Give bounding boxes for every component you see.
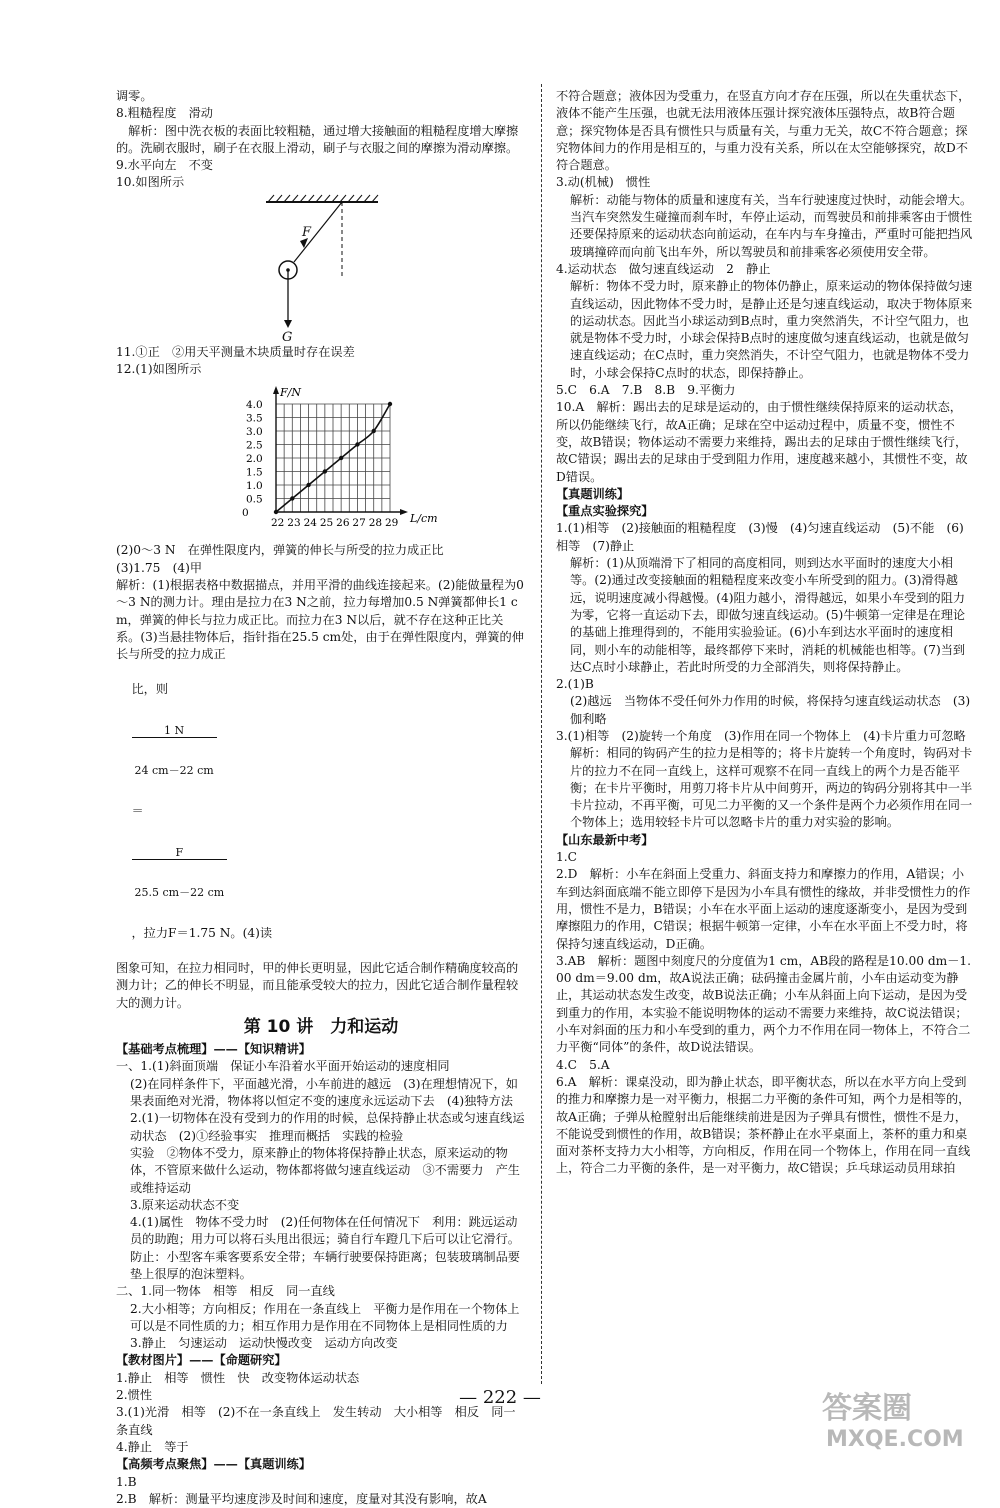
x-tick-label: 26 bbox=[336, 517, 350, 530]
text-line: 2.大小相等；方向相反；作用在一条直线上 平衡力是作用在一个物体上可以是不同性质的力；相互作用力是作用在不同物体上是相同性质的力 bbox=[130, 1301, 520, 1333]
text-line: 3.AB 解析：题图中刻度尺的分度值为1 cm，AB段的路程是10.00 dm－1.00 dm＝9.00 dm，故A说法正确；砝码撞击金属片前，小车由运动变为静止，其运动状态发生改变，故B说法正确；小车从斜面上向下运动，是因为受到重力的作用，本实验不能说明物体的运动不需要力来维持，故C说法错误；小车对斜面的压力和小车受到的重力，两个力不作用在同一物体上，不符合二力平衡“同体”的条件，故D说法错误。 bbox=[556, 953, 972, 1055]
equation-pre: 比，则 bbox=[131, 681, 169, 696]
data-point bbox=[323, 470, 327, 474]
equation-line bbox=[116, 663, 526, 959]
text-line: 解析：图中洗衣板的表面比较粗糙，通过增大接触面的粗糙程度增大摩擦的。洗刷衣服时，刷子在衣服上滑动，刷子与衣服之间的摩擦为滑动摩擦。 bbox=[116, 123, 519, 155]
y-axis-title: F/N bbox=[280, 386, 301, 400]
watermark-bottom-text: MXQE.COM bbox=[826, 1427, 964, 1450]
text-line: 【教材图片】——【命题研究】 bbox=[116, 1353, 287, 1368]
x-tick-label: 22 bbox=[271, 517, 285, 530]
text-line: 9.水平向左 不变 bbox=[116, 158, 213, 173]
fraction-1-numerator: 1 N bbox=[132, 724, 217, 738]
text-line: 6.A 解析：课桌没动，即为静止状态，即平衡状态，所以在水平方向上受到的推力和摩擦力是一对平衡力，根据二力平衡的条件可知，两个力是相等的，故A正确；子弹从枪膛射出后能继续前进是因为子弹具有惯性，惯性不是力，不能说受到惯性的作用，故B错误；茶杯静止在水平桌面上，茶杯的重力和桌面对茶杯支持力大小相等，方向相反，作用在同一个物体上，作用在同一直线上，符合二力平衡的条件，是一对平衡力，故C错误；乒乓球运动员用球拍 bbox=[556, 1074, 971, 1176]
equation-post: ，拉力F＝1.75 N。(4)读 bbox=[131, 926, 273, 941]
text-line: 防止：小型客车乘客要系安全带；车辆行驶要保持距离；包装玻璃制品要垫上很厚的泡沫塑料。 bbox=[130, 1249, 520, 1281]
equals-sign: ＝ bbox=[131, 804, 144, 819]
y-tick-label: 1.0 bbox=[246, 480, 263, 493]
text-line: 【基础考点梳理】——【知识精讲】 bbox=[116, 1042, 311, 1057]
watermark-top-text: 答案圈 bbox=[822, 1391, 912, 1426]
text-line: 10.A 解析：踢出去的足球是运动的，由于惯性继续保持原来的运动状态，所以仍能继续飞行，故A正确；足球在空中运动过程中，质量不变，惯性不变，故B错误；物体运动不需要力来维持，踢出去的足球由于惯性继续飞行，故C错误；踢出去的足球由于受到阻力作用，速度越来越小，其惯性不变，故D错误。 bbox=[556, 400, 968, 484]
force-F-label: F bbox=[302, 224, 312, 240]
data-point bbox=[274, 510, 278, 514]
x-tick-label: 24 bbox=[303, 517, 317, 530]
text-line: 调零。 bbox=[116, 89, 153, 103]
y-tick-label: 2.5 bbox=[246, 439, 263, 452]
text-line: 8.粗糙程度 滑动 bbox=[116, 106, 213, 121]
text-line: 实验 ②物体不受力，原来静止的物体将保持静止状态，原来运动的物体，不管原来做什么运动，物体都将做匀速直线运动 ③不需要力 产生或维持运动 bbox=[130, 1145, 520, 1195]
text-line: 1.静止 相等 惯性 快 改变物体运动状态 bbox=[116, 1370, 360, 1385]
y-tick-label: 3.0 bbox=[246, 426, 263, 439]
data-point bbox=[339, 456, 343, 460]
text-line: 【真题训练】 bbox=[556, 486, 630, 501]
spring-force-chart bbox=[116, 380, 526, 540]
pendulum-force-diagram bbox=[116, 194, 526, 342]
text-line: 解析：物体不受力时，原来静止的物体仍静止，原来运动的物体保持做匀速直线运动，因此物体不受力时，是静止还是匀速直线运动，取决于物体原来的运动状态。因此当小球运动到B点时，重力突然消失，不计空气阻力，也就是物体不受力时，小球会保持B点时的速度做匀速直线运动，也就是做匀速直线运动；在C点时，重力突然消失，不计空气阻力，也就是物体不受力时，小球会保持C点时的状态，即保持静止。 bbox=[570, 279, 973, 380]
text-line: 2.惯性 bbox=[116, 1388, 153, 1403]
page-number: — 222 — bbox=[459, 1387, 541, 1408]
lecture-title: 第 10 讲 力和运动 bbox=[243, 1016, 399, 1037]
text-line: 解析：动能与物体的质量和速度有关，当车行驶速度过快时，动能会增大。当汽车突然发生碰撞而刹车时，车停止运动，而驾驶员和前排乘客由于惯性还要保持原来的运动状态向前运动，在车内与车身撞击，严重时可能把挡风玻璃撞碎而向前飞出车外，所以驾驶员和前排乘客必须使用安全带。 bbox=[570, 192, 973, 259]
left-answers-part-a bbox=[116, 88, 526, 192]
data-point bbox=[388, 402, 392, 406]
watermark-logo bbox=[812, 1388, 992, 1450]
y-tick-label: 1.5 bbox=[246, 466, 263, 479]
left-answers-part-c bbox=[116, 542, 526, 663]
data-point bbox=[355, 443, 359, 447]
data-point bbox=[306, 483, 310, 487]
x-tick-label: 28 bbox=[368, 517, 383, 530]
text-line: (2)在同样条件下，平面越光滑，小车前进的越远 (3)在理想情况下，如果表面绝对光滑，物体将以恒定不变的速度永远运动下去 (4)独特方法 bbox=[130, 1076, 518, 1109]
text-line: (2)越远 当物体不受任何外力作用的时候，将保持匀速直线运动状态 (3)伽利略 bbox=[570, 694, 971, 726]
text-line: 3.动(机械) 惯性 bbox=[556, 175, 651, 190]
right-column bbox=[556, 88, 974, 1178]
y-tick-label: 3.5 bbox=[246, 412, 263, 425]
x-tick-label: 29 bbox=[385, 517, 399, 530]
text-line: 3.(1)相等 (2)旋转一个角度 (3)作用在同一个物体上 (4)卡片重力可忽略 bbox=[556, 728, 966, 743]
text-line: 图象可知，在拉力相同时，甲的伸长更明显，因此它适合制作精确度较高的测力计；乙的伸长不明显，而且能承受较大的拉力，因此它适合制作量程较大的测力计。 bbox=[116, 960, 519, 1010]
text-line: 一、1.(1)斜面顶端 保证小车沿着水平面开始运动的速度相同 bbox=[116, 1059, 450, 1074]
text-line: 1.B bbox=[116, 1474, 137, 1489]
fraction-2-denominator: 25.5 cm－22 cm bbox=[134, 886, 225, 900]
text-line: 解析：相同的钩码产生的拉力是相等的；将卡片旋转一个角度时，钩码对卡片的拉力不在同一直线上，这样可观察不在同一直线上的两个力是否能平衡；在卡片平衡时，用剪刀将卡片从中间剪开，两边的钩码分别将其中一半卡片拉动，不再平衡，可见二力平衡的又一个条件是两个力必须作用在同一个物体上；选用较轻卡片可以忽略卡片的重力对实验的影响。 bbox=[570, 746, 973, 830]
x-tick-label: 25 bbox=[319, 517, 334, 530]
text-line: 不符合题意；液体因为受重力，在竖直方向才存在压强，所以在失重状态下，液体不能产生压强，也就无法用液体压强计探究液体压强特点，故B符合题意；探究物体是否具有惯性只与质量有关，与重力无关，故C不符合题意；探究物体间力的作用是相互的，与重力没有关系，所以在太空能够探究，故D不符合题意。 bbox=[556, 89, 971, 173]
left-answers-part-b bbox=[116, 344, 526, 379]
text-line: 10.如图所示 bbox=[116, 175, 185, 190]
gravity-G-label: G bbox=[282, 329, 293, 342]
text-line: 3.(1)光滑 相等 (2)不在一条直线上 发生转动 大小相等 相反 同一条直线 bbox=[116, 1405, 516, 1437]
text-line: 2.D 解析：小车在斜面上受重力、斜面支持力和摩擦力的作用，A错误；小车到达斜面底端不能立即停下是因为小车具有惯性的缘故，并非受惯性力的作用，惯性不是力，B错误；小车在水平面上运动的速度逐渐变小，是因为受到摩擦阻力的作用，C错误；根据牛顿第一定律，小车在水平面上不受力时，将保持匀速直线运动，D正确。 bbox=[556, 867, 971, 951]
data-point bbox=[372, 429, 376, 433]
text-line: (2)0～3 N 在弹性限度内，弹簧的伸长与所受的拉力成正比 bbox=[116, 543, 444, 558]
right-answers bbox=[556, 88, 974, 1178]
text-line: 解析：(1)从顶端滑下了相同的高度相同，则到达水平面时的速度大小相等。(2)通过改变接触面的粗糙程度来改变小车所受到的阻力。(3)滑得越远，说明速度减小得越慢。(4)阻力越小，滑得越远，如果小车受到的阻力为零，它将一直运动下去，即做匀速直线运动。(5)牛顿第一定律是在理论的基础上推理得到的，不能用实验验证。(6)小车到达水平面时的速度相同，则小车的动能相等，最终都停下来时，消耗的机械能也相等。(7)当到达C点时小球静止，若此时所受的力全部消失，则将保持静止。 bbox=[570, 556, 966, 674]
text-line: 3.原来运动状态不变 bbox=[130, 1197, 240, 1212]
left-answers-part-d bbox=[116, 960, 526, 1012]
y-tick-label: 0.5 bbox=[246, 493, 263, 506]
text-line: 【重点实验探究】 bbox=[556, 504, 654, 519]
y-tick-label: 4.0 bbox=[246, 399, 263, 412]
text-line: 2.B 解析：测量平均速度涉及时间和速度，度量对其没有影响，故A bbox=[116, 1491, 487, 1506]
text-line: (3)1.75 (4)甲 bbox=[116, 560, 203, 575]
text-line: 4.静止 等于 bbox=[116, 1439, 189, 1454]
text-line: 3.静止 匀速运动 运动快慢改变 运动方向改变 bbox=[130, 1336, 398, 1351]
fraction-1 bbox=[132, 698, 217, 803]
text-line: 【高频考点聚焦】——【真题训练】 bbox=[116, 1457, 311, 1472]
text-line: 2.(1)一切物体在没有受到力的作用的时候，总保持静止状态或匀速直线运动状态 (2)①经验事实 推理而概括 实践的检验 bbox=[130, 1111, 525, 1143]
x-tick-label: 23 bbox=[287, 517, 301, 530]
text-line: 二、1.同一物体 相等 相反 同一直线 bbox=[116, 1284, 335, 1299]
text-line: 解析：(1)根据表格中数据描点，并用平滑的曲线连接起来。(2)能做量程为0～3 N的测力计。理由是拉力在3 N之前，拉力每增加0.5 N弹簧都伸长1 cm，弹簧的伸长与拉力成正比。而拉力在3 N以后，就不存在这种正比关系。(3)当悬挂物体后，指针指在25.5 cm处，由于在弹性限度内，弹簧的伸长与所受的拉力成正 bbox=[116, 577, 524, 662]
y-tick-label: 2.0 bbox=[246, 453, 263, 466]
x-axis-title: L/cm bbox=[410, 512, 438, 526]
fraction-2 bbox=[132, 820, 228, 925]
text-line: 12.(1)如图所示 bbox=[116, 362, 202, 377]
left-answers-part-e bbox=[116, 1041, 526, 1508]
column-divider bbox=[541, 84, 542, 1384]
text-line: 4.(1)属性 物体不受力时 (2)任何物体在任何情况下 利用：跳远运动员的助跑；用力可以将石头甩出很远；骑自行车蹬几下后可以让它滑行。 bbox=[130, 1215, 520, 1247]
text-line: 4.C 5.A bbox=[556, 1057, 610, 1072]
y-axis-arrow bbox=[273, 386, 279, 394]
data-point bbox=[290, 497, 294, 501]
text-line: 5.C 6.A 7.B 8.B 9.平衡力 bbox=[556, 383, 736, 398]
left-column bbox=[116, 88, 526, 1508]
fraction-1-denominator: 24 cm－22 cm bbox=[134, 764, 214, 778]
text-line: 11.①正 ②用天平测量木块质量时存在误差 bbox=[116, 344, 355, 359]
fraction-2-numerator: F bbox=[132, 846, 228, 860]
x-axis-arrow bbox=[400, 509, 408, 515]
y-tick-label: 0 bbox=[242, 507, 249, 520]
text-line: 1.(1)相等 (2)接触面的粗糙程度 (3)慢 (4)匀速直线运动 (5)不能 (6)相等 (7)静止 bbox=[556, 521, 964, 553]
text-line: 【山东最新中考】 bbox=[556, 832, 654, 847]
text-line: 2.(1)B bbox=[556, 677, 594, 692]
x-tick-label: 27 bbox=[352, 517, 366, 530]
text-line: 1.C bbox=[556, 850, 577, 865]
text-line: 4.运动状态 做匀速直线运动 2 静止 bbox=[556, 261, 771, 276]
